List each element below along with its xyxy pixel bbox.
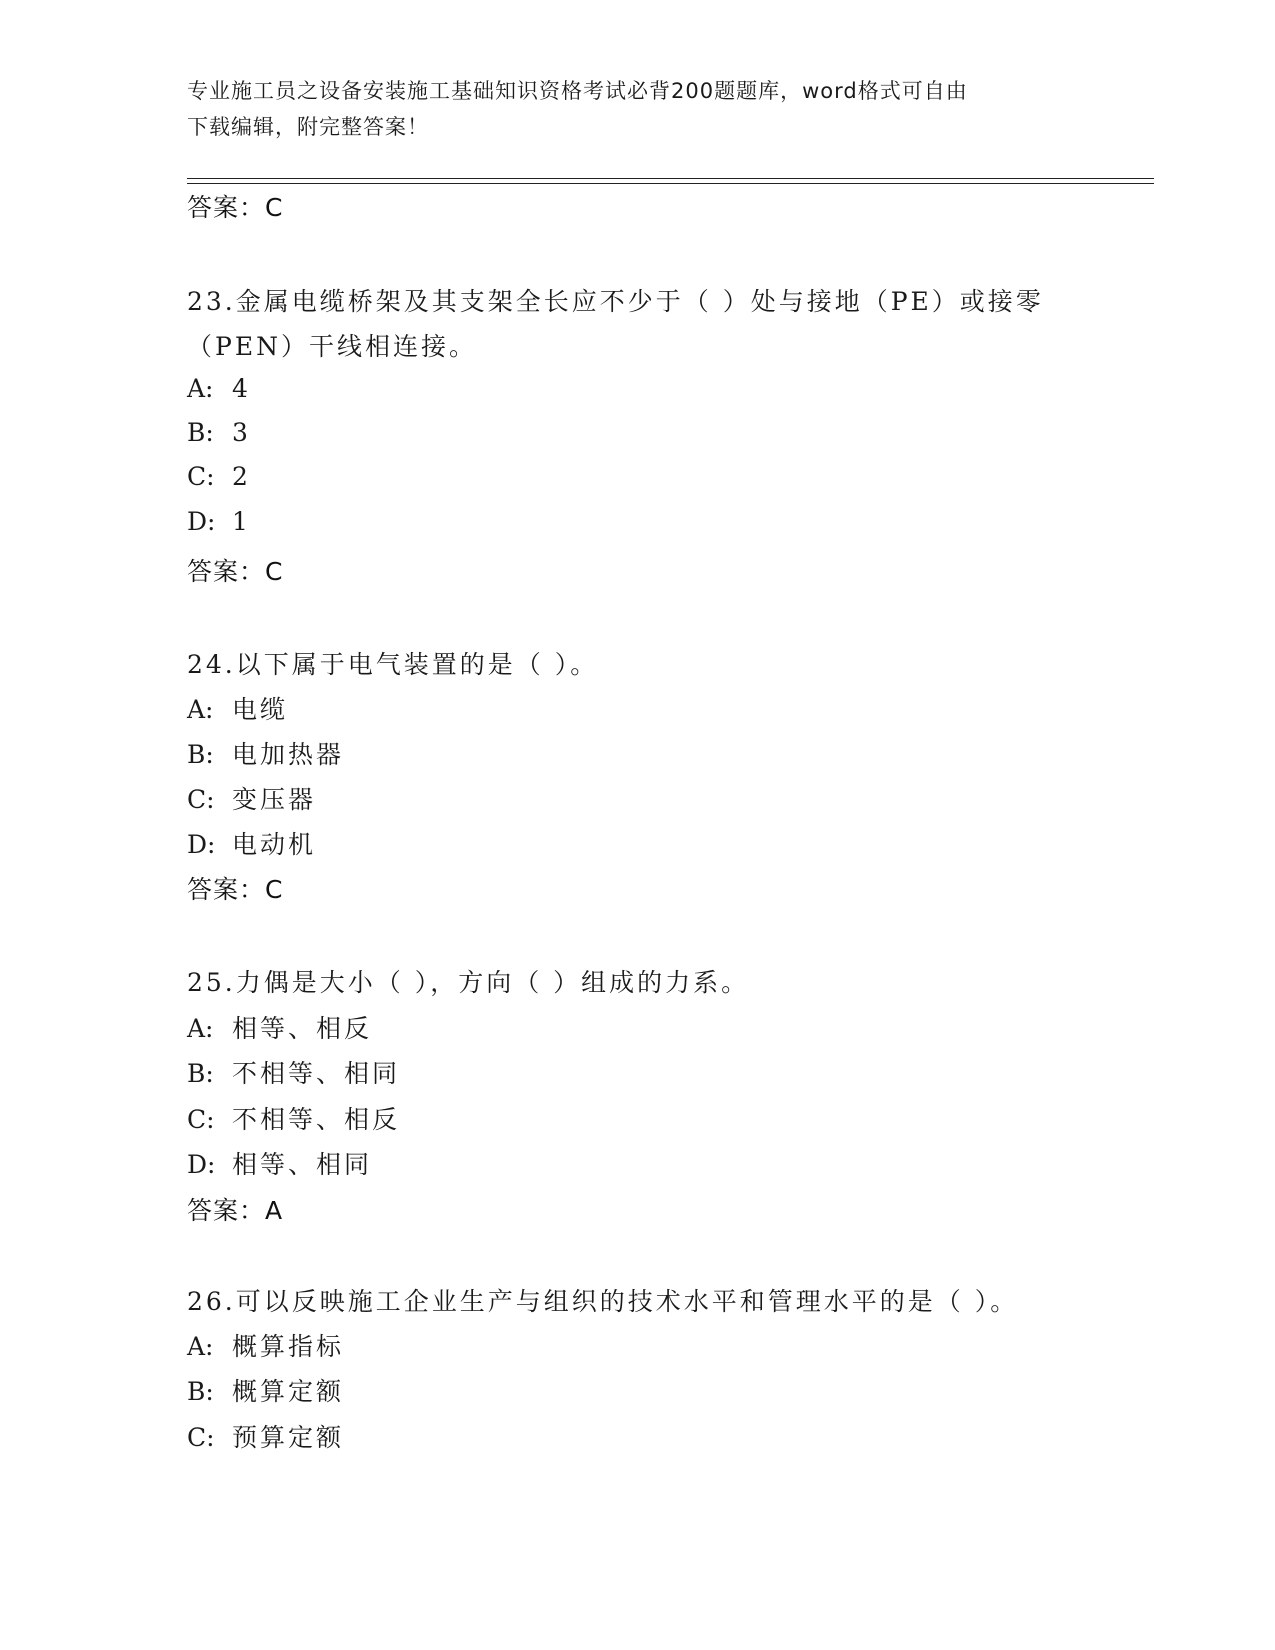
header-divider <box>187 183 1154 184</box>
header-line-1: 专业施工员之设备安装施工基础知识资格考试必背200题题库，word格式可自由 <box>187 79 968 103</box>
option-label: B: <box>187 1377 214 1406</box>
option-label: A: <box>187 1332 214 1361</box>
option-label: C: <box>187 462 215 491</box>
option-label: D: <box>187 1150 216 1179</box>
option-text: 概算指标 <box>232 1332 345 1361</box>
option-text: 相等、相同 <box>232 1150 373 1179</box>
header-divider <box>187 178 1154 179</box>
option-label: A: <box>187 1014 214 1043</box>
document-header <box>187 73 1067 145</box>
option-text: 电缆 <box>232 695 289 724</box>
option-text: 3 <box>232 418 251 447</box>
option-text: 1 <box>232 507 251 536</box>
option-label: C: <box>187 1105 215 1134</box>
option-label: B: <box>187 740 214 769</box>
answer-22: 答案：C <box>187 193 284 222</box>
option-text: 变压器 <box>232 785 317 814</box>
option-text: 2 <box>232 462 251 491</box>
option-text: 不相等、相同 <box>232 1059 401 1088</box>
question-23-option-b <box>187 418 251 447</box>
question-23-option-a <box>187 374 251 403</box>
option-label: C: <box>187 785 215 814</box>
question-24-option-d <box>187 825 316 861</box>
question-24-option-c <box>187 780 316 816</box>
option-text: 电加热器 <box>232 740 345 769</box>
option-text: 预算定额 <box>232 1423 345 1452</box>
option-label: D: <box>187 507 216 536</box>
option-label: A: <box>187 695 214 724</box>
option-label: B: <box>187 1059 214 1088</box>
question-26-option-c <box>187 1418 344 1454</box>
option-text: 相等、相反 <box>232 1014 373 1043</box>
answer-24: 答案：C <box>187 875 284 904</box>
option-label: B: <box>187 418 214 447</box>
question-25-option-c <box>187 1100 400 1136</box>
question-23-text-line-1: 23.金属电缆桥架及其支架全长应不少于（ ）处与接地（PE）或接零 <box>187 287 1044 316</box>
option-text: 不相等、相反 <box>232 1105 401 1134</box>
question-25-option-b <box>187 1054 400 1090</box>
question-24-text: 24.以下属于电气装置的是（ ）。 <box>187 650 599 679</box>
header-line-2: 下载编辑，附完整答案！ <box>187 115 429 139</box>
option-text: 电动机 <box>232 830 317 859</box>
question-24-option-b <box>187 735 344 771</box>
question-25-text: 25.力偶是大小（ ），方向（ ）组成的力系。 <box>187 968 750 997</box>
question-23-text-line-2: （PEN）干线相连接。 <box>187 332 477 361</box>
option-text: 概算定额 <box>232 1377 345 1406</box>
option-label: C: <box>187 1423 215 1452</box>
question-23-option-d <box>187 507 251 536</box>
option-label: A: <box>187 374 214 403</box>
question-25-option-a <box>187 1009 372 1045</box>
option-label: D: <box>187 830 216 859</box>
option-text: 4 <box>232 374 251 403</box>
question-26-option-b <box>187 1372 344 1408</box>
question-26-option-a <box>187 1327 344 1363</box>
answer-25: 答案：A <box>187 1196 284 1225</box>
question-24-option-a <box>187 690 288 726</box>
question-26-text: 26.可以反映施工企业生产与组织的技术水平和管理水平的是（ ）。 <box>187 1287 1019 1316</box>
question-25-option-d <box>187 1145 372 1181</box>
question-23-option-c <box>187 462 251 491</box>
answer-23: 答案：C <box>187 557 284 586</box>
